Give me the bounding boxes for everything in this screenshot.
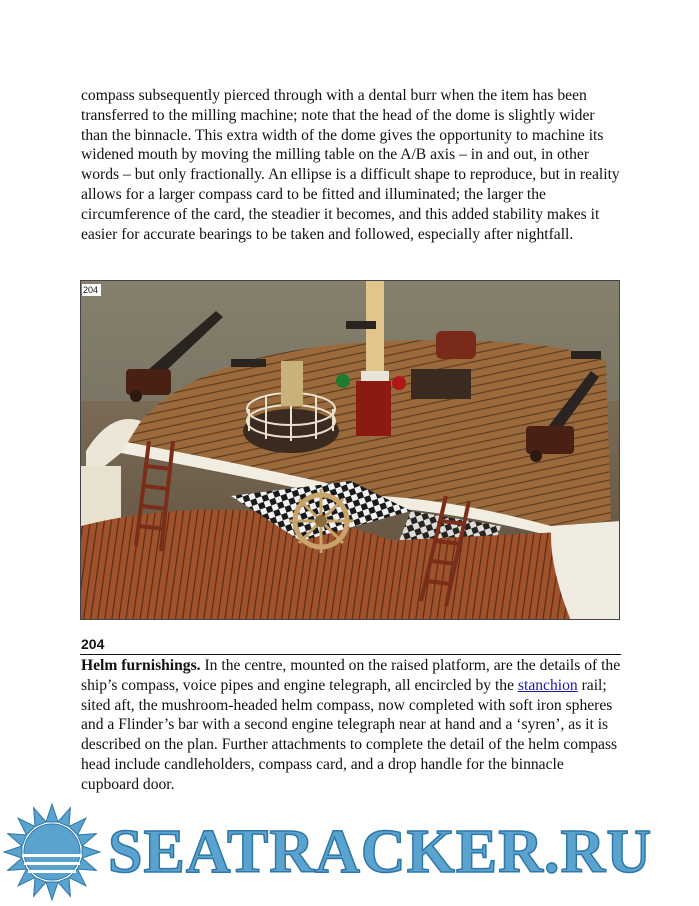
ship-deck-illustration	[81, 281, 620, 620]
figure-photo	[80, 280, 620, 620]
figure-caption	[81, 656, 621, 795]
figure-tag: 204	[82, 284, 101, 296]
figure-divider	[80, 654, 621, 655]
caption-text-start: In the centre, mounted on the raised platform, are the details of the ship’s compass, voice pipes and engine telegraph, all encircled by the	[81, 657, 621, 694]
caption-text-end: rail; sited aft, the mushroom-headed helm compass, now completed with soft iron spheres and a Flinder’s bar with a second engine telegraph near at hand and a ‘syren’, as it is described on the plan. Further attachments to complete the detail of the helm compass head include candleholders, compass card, and a drop handle for the binnacle cupboard door.	[81, 676, 618, 793]
watermark-text: SEATRACKER.RU	[108, 818, 653, 886]
body-paragraph: compass subsequently pierced through with a dental burr when the item has been transferred to the milling machine; note that the head of the dome is slightly wider than the binnacle. This extra width of the dome gives the opportunity to machine its widened mouth by moving the milling table on the A/B axis – in and out, in other words – but only fractionally. An ellipse is a difficult shape to reproduce, but in reality allows for a larger compass card to be fitted and illuminated; the larger the circumference of the card, the steadier it becomes, and this added stability makes it easier for accurate bearings to be taken and followed, especially after nightfall.	[81, 87, 620, 243]
caption-title: Helm furnishings.	[81, 657, 201, 674]
figure-number: 204	[81, 636, 105, 652]
stanchion-link[interactable]: stanchion	[517, 676, 578, 694]
